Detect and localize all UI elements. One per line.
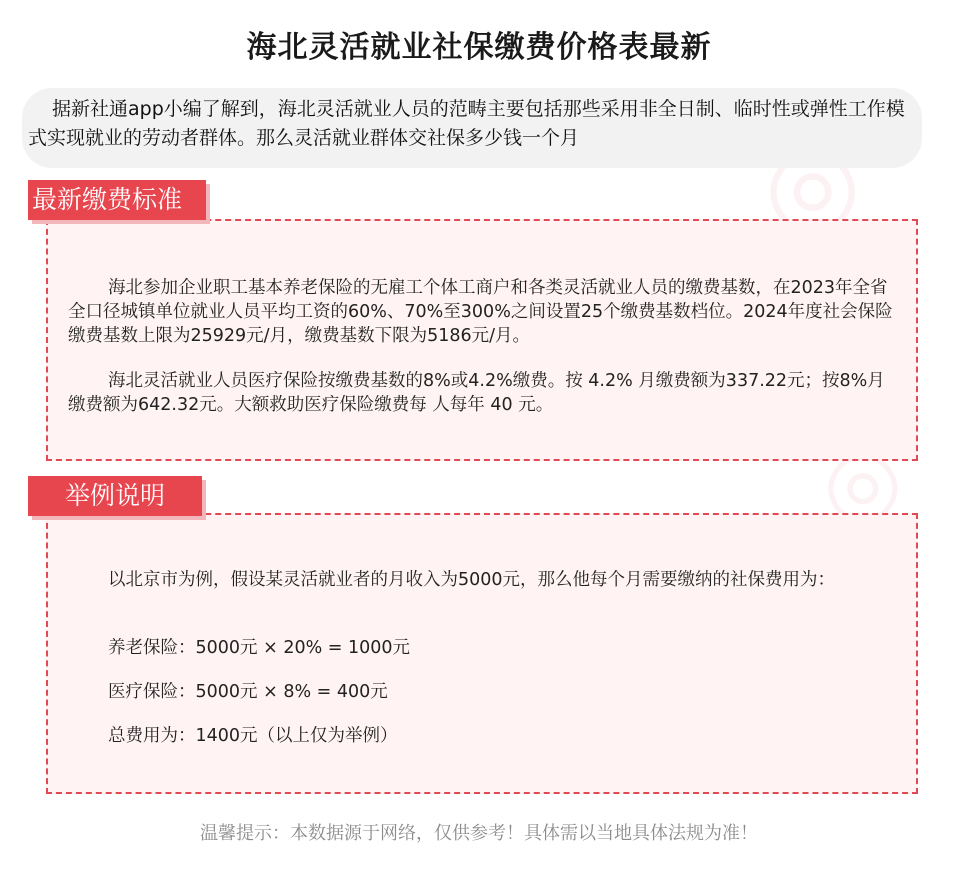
intro-text: 据新社通app小编了解到，海北灵活就业人员的范畴主要包括那些采用非全日制、临时性或弹性工作模式实现就业的劳动者群体。那么灵活就业群体交社保多少钱一个月 (28, 98, 905, 149)
standard-paragraph-pension: 海北参加企业职工基本养老保险的无雇工个体工商户和各类灵活就业人员的缴费基数，在2023年全省全口径城镇单位就业人员平均工资的60%、70%至300%之间设置25个缴费基数档位。2024年度社会保险缴费基数上限为25929元/月，缴费基数下限为5186元/月。 (68, 278, 893, 346)
page-title: 海北灵活就业社保缴费价格表最新 (246, 30, 712, 65)
section-example-tab: 举例说明 (28, 476, 202, 516)
example-line-total: 总费用为：1400元（以上仅为举例） (108, 726, 398, 746)
standard-paragraph-medical: 海北灵活就业人员医疗保险按缴费基数的8%或4.2%缴费。按 4.2% 月缴费额为337.22元；按8%月缴费额为642.32元。大额救助医疗保险缴费每 人每年 40 元。 (68, 371, 885, 415)
example-intro: 以北京市为例，假设某灵活就业者的月收入为5000元，那么他每个月需要缴纳的社保费用为： (108, 570, 836, 590)
example-line-medical: 医疗保险：5000元 × 8% = 400元 (108, 682, 388, 702)
footer-tip: 温馨提示：本数据源于网络，仅供参考！具体需以当地具体法规为准！ (200, 823, 758, 844)
watermark-logo: ◎ (799, 417, 920, 548)
watermark-logo: ◎ (734, 104, 882, 264)
example-line-pension: 养老保险：5000元 × 20% = 1000元 (108, 638, 411, 658)
section-standard-tab: 最新缴费标准 (28, 180, 206, 220)
